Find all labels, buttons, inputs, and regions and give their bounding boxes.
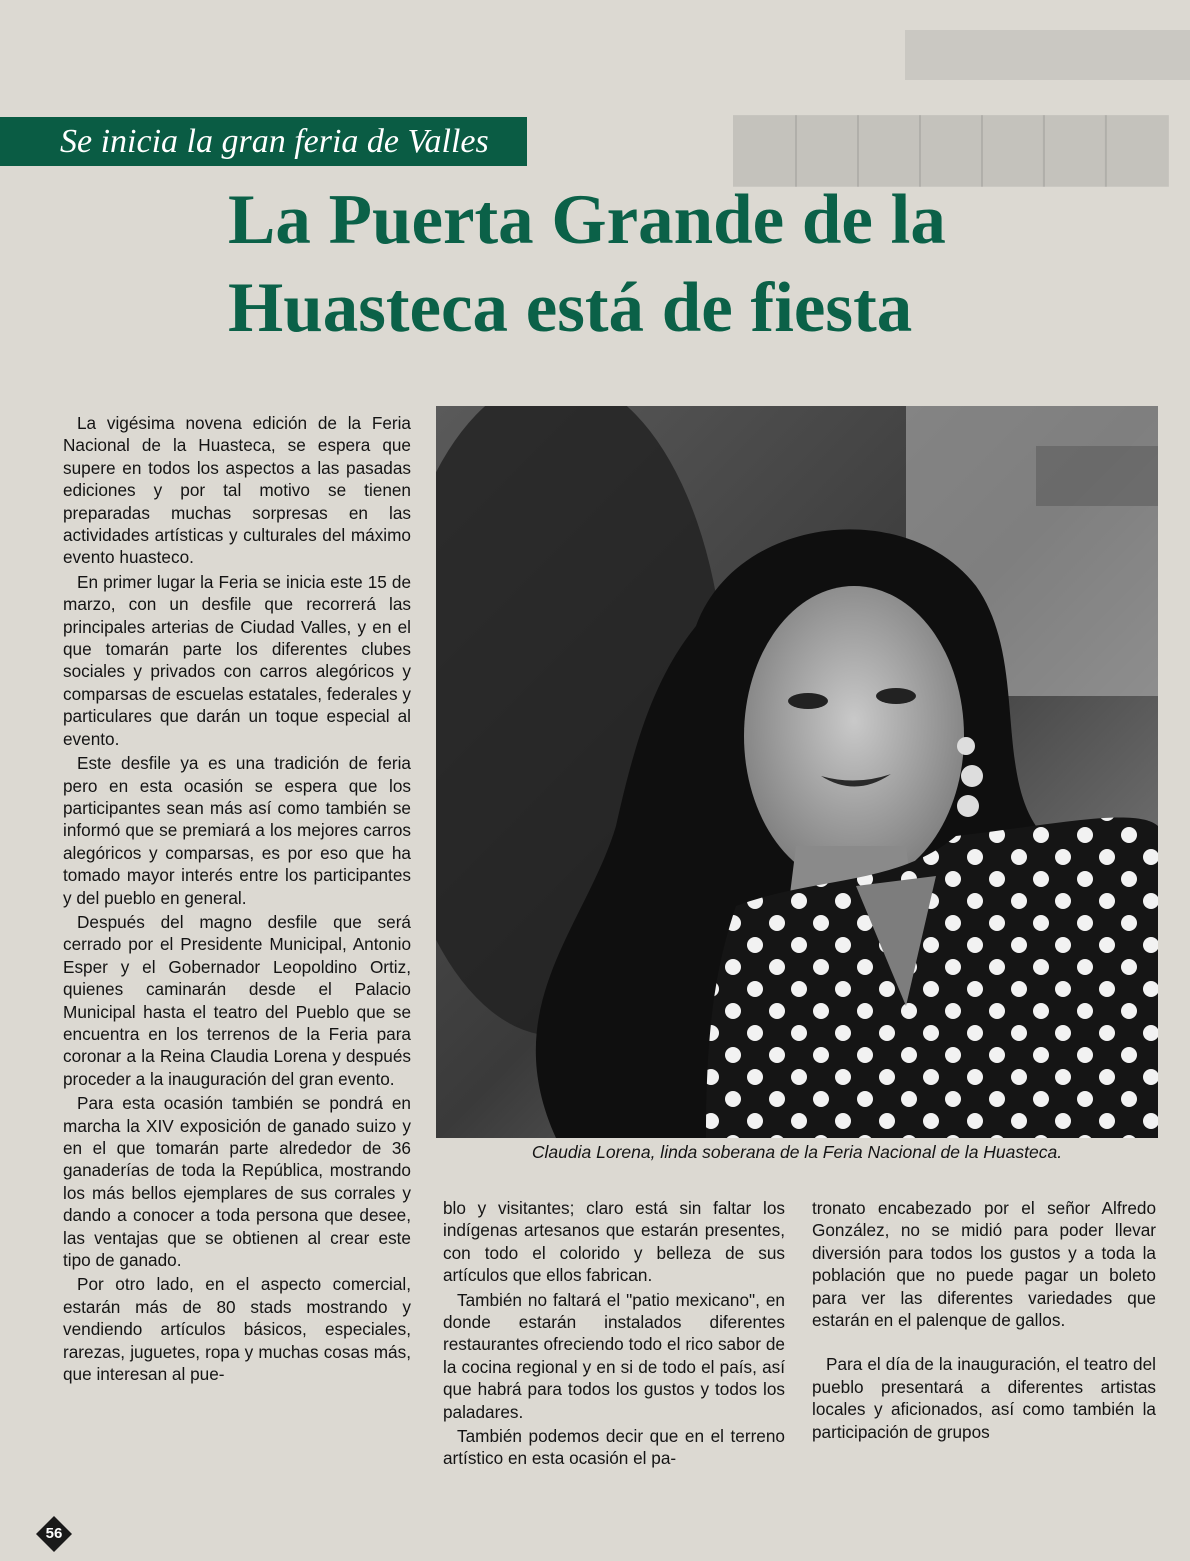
article-column-1 <box>63 412 411 1385</box>
paragraph: Para esta ocasión también se pondrá en marcha la XIV exposición de ganado suizo y en el que tomarán parte alrededor de 36 ganaderías de toda la República, mostrando los más bellos ejemplares de sus corrales y dando a conocer a toda persona que desee, las ventajas que se obtienen al crear este tipo de ganado. <box>63 1093 411 1271</box>
article-column-2 <box>443 1197 785 1470</box>
headline-line-2: Huasteca está de fiesta <box>228 269 913 347</box>
paragraph: tronato encabezado por el señor Alfredo González, no se midió para poder llevar diversión para todos los gustos y a toda la población que no puede pagar un boleto para ver las diferentes variedades que estarán en el palenque de gallos. <box>812 1198 1156 1331</box>
portrait-illustration <box>436 406 1158 1138</box>
section-kicker-banner <box>0 117 527 166</box>
article-headline <box>228 176 1158 352</box>
section-kicker-text: Se inicia la gran feria de Valles <box>60 122 489 160</box>
paragraph: Para el día de la inauguración, el teatro del pueblo presentará a diferentes artistas locales y aficionados, así como también la participación de grupos <box>812 1354 1156 1442</box>
paragraph: Por otro lado, en el aspecto comercial, estarán más de 80 stads mostrando y vendiendo artículos básicos, especiales, rarezas, juguetes, ropa y muchas cosas más, que interesan al pue- <box>63 1274 411 1385</box>
paragraph: En primer lugar la Feria se inicia este 15 de marzo, con un desfile que recorrerá las principales arterias de Ciudad Valles, y en el que tomarán parte los diferentes clubes sociales y privados con carros alegóricos y comparsas de escuelas estatales, federales y particulares que darán un toque especial al evento. <box>63 571 411 749</box>
paragraph: La vigésima novena edición de la Feria Nacional de la Huasteca, se espera que supere en todos los aspectos a las pasadas ediciones y por tal motivo se tienen preparadas muchas sorpresas en las actividades artísticas y culturales del máximo evento huasteco. <box>63 413 411 568</box>
bleed-through-shape: ▆▆▆▆▆▆▆ <box>735 96 1169 183</box>
paragraph: Después del magno desfile que será cerrado por el Presidente Municipal, Antonio Esper y el Gobernador Leopoldino Ortiz, quienes caminarán desde el Palacio Municipal hasta el teatro del Pueblo que se encuentra en los terrenos de la Feria para coronar a la Reina Claudia Lorena y después proceder a la inauguración del gran evento. <box>63 911 411 1089</box>
page-number-badge <box>35 1515 73 1553</box>
headline-line-1: La Puerta Grande de la <box>228 181 946 259</box>
photo-caption: Claudia Lorena, linda soberana de la Feria Nacional de la Huasteca. <box>531 1142 1063 1162</box>
page-number: 56 <box>45 1525 63 1542</box>
paragraph: También no faltará el "patio mexicano", en donde estarán instalados diferentes restaurantes ofreciendo todo el rico sabor de la cocina regional y en si de todo el país, así que habrá para todos los gustos y todos los paladares. <box>443 1289 785 1422</box>
queen-portrait-photo <box>436 406 1158 1138</box>
bleed-through-bar <box>905 30 1190 80</box>
paragraph: También podemos decir que en el terreno artístico en esta ocasión el pa- <box>443 1426 785 1469</box>
article-column-3 <box>812 1197 1156 1443</box>
paragraph: blo y visitantes; claro está sin faltar los indígenas artesanos que estarán presentes, con todo el colorido y belleza de sus artículos que ellos fabrican. <box>443 1198 785 1286</box>
paragraph: Este desfile ya es una tradición de feria pero en esta ocasión se espera que los participantes sean más así como también se informó que se premiará a los mejores carros alegóricos y comparsas, es por eso que ha tomado mayor interés entre los participantes y del pueblo en general. <box>63 753 411 908</box>
